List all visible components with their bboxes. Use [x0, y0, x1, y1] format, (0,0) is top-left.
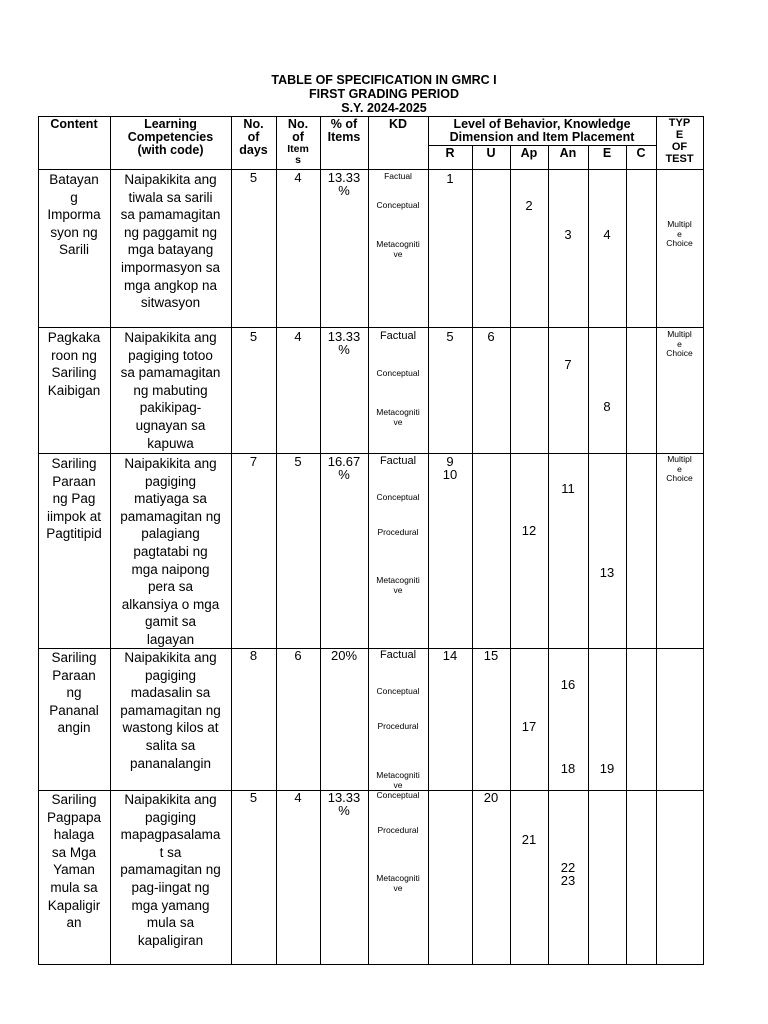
kd-factual: Factual: [379, 649, 417, 661]
header-competencies: Learning Competencies (with code): [127, 117, 214, 157]
kd-conceptual: Conceptual: [376, 200, 420, 210]
kd-procedural: Procedural: [377, 527, 419, 537]
item-placement-e: 4: [603, 227, 611, 242]
item-placement-ap: 21: [521, 832, 537, 847]
days-cell: 5: [249, 790, 258, 805]
days-cell: 5: [249, 170, 258, 185]
item-placement-an: 7: [564, 357, 572, 372]
item-placement-an: 18: [560, 761, 576, 776]
grid-line: [703, 116, 704, 965]
test-type-cell: Multipl e Choice: [666, 454, 693, 483]
kd-conceptual: Conceptual: [376, 686, 420, 696]
percent-cell: 20%: [330, 648, 358, 663]
competency-cell: Naipakikita ang pagiging matiyaga sa pamamagitan ng palagiang pagtatabi ng mga naipong pera sa alkansiya o mga gamit sa lagayan: [120, 456, 221, 647]
grid-line: [428, 116, 429, 965]
grid-line: [472, 145, 473, 965]
items-cell: 4: [294, 170, 302, 185]
item-placement-r: 1: [446, 171, 454, 186]
item-placement-e: 19: [599, 761, 615, 776]
item-placement-an: 22 23: [560, 860, 576, 888]
header-level-ap: Ap: [520, 146, 538, 160]
kd-factual: Factual: [379, 330, 417, 342]
item-placement-u: 15: [483, 648, 499, 663]
item-placement-ap: 2: [525, 198, 533, 213]
grid-line: [548, 145, 549, 965]
item-placement-u: 6: [487, 329, 495, 344]
kd-metacognitive: Metacogniti ve: [376, 575, 420, 595]
kd-metacognitive: Metacogniti ve: [376, 407, 420, 427]
percent-cell: 13.33 %: [327, 329, 361, 357]
grid-line: [626, 145, 627, 965]
item-placement-e: 13: [599, 565, 615, 580]
grid-line: [38, 453, 704, 454]
header-content: Content: [50, 117, 98, 131]
header-items-suffix: Item s: [287, 143, 309, 166]
items-cell: 6: [294, 648, 302, 663]
item-placement-ap: 12: [521, 523, 537, 538]
kd-factual: Factual: [384, 171, 412, 181]
grid-line: [276, 116, 277, 965]
items-cell: 4: [294, 790, 302, 805]
content-cell: Sariling Paraan ng Pananal angin: [49, 650, 99, 736]
header-kd: KD: [388, 117, 408, 131]
items-cell: 5: [294, 454, 302, 469]
kd-metacognitive: Metacogniti ve: [376, 239, 420, 259]
header-percent: % of Items: [327, 117, 361, 144]
item-placement-ap: 17: [521, 719, 537, 734]
grid-line: [38, 169, 704, 170]
item-placement-r: 5: [446, 329, 454, 344]
document-title: TABLE OF SPECIFICATION IN GMRC I: [271, 73, 497, 87]
competency-cell: Naipakikita ang tiwala sa sarili sa pamamagitan ng paggamit ng mga batayang impormasyon sa mga angkop na sitwasyon: [120, 172, 221, 311]
competency-cell: Naipakikita ang pagiging madasalin sa pamamagitan ng wastong kilos at salita sa pananalangin: [120, 650, 221, 771]
item-placement-e: 8: [603, 399, 611, 414]
item-placement-u: 20: [483, 790, 499, 805]
grid-line: [320, 116, 321, 965]
test-type-cell: Multipl e Choice: [666, 329, 693, 358]
item-placement-an: 16: [560, 677, 576, 692]
kd-conceptual: Conceptual: [376, 492, 420, 502]
content-cell: Batayan g Imporma syon ng Sarili: [47, 172, 101, 258]
kd-factual: Factual: [379, 455, 417, 467]
header-level-e: E: [602, 146, 612, 160]
header-items: No. of: [287, 117, 309, 144]
item-placement-an: 11: [561, 481, 575, 496]
kd-procedural: Procedural: [377, 721, 419, 731]
header-level-an: An: [559, 146, 577, 160]
grid-line: [38, 964, 704, 965]
content-cell: Pagkaka roon ng Sariling Kaibigan: [47, 330, 101, 398]
items-cell: 4: [294, 329, 302, 344]
content-cell: Sariling Pagpapa halaga sa Mga Yaman mula sa Kapaligir an: [46, 792, 102, 931]
kd-metacognitive: Metacogniti ve: [376, 873, 420, 893]
days-cell: 7: [249, 454, 258, 469]
days-cell: 8: [249, 648, 258, 663]
percent-cell: 13.33 %: [327, 170, 361, 198]
grading-period: FIRST GRADING PERIOD: [308, 87, 459, 101]
header-level-r: R: [445, 146, 455, 160]
header-level-of-behavior: Level of Behavior, Knowledge Dimension and Item Placement: [449, 117, 635, 144]
grid-line: [231, 116, 232, 965]
test-type-cell: Multipl e Choice: [666, 219, 693, 248]
header-level-c: C: [636, 146, 646, 160]
competency-cell: Naipakikita ang pagiging totoo sa pamamagitan ng mabuting pakikipag- ugnayan sa kapuwa: [120, 330, 221, 451]
competency-cell: Naipakikita ang pagiging mapagpasalama t sa pamamagitan ng pag-iingat ng mga yamang mula sa kapaligiran: [120, 792, 221, 948]
percent-cell: 16.67 %: [327, 454, 361, 482]
header-days: No. of days: [239, 117, 268, 157]
kd-conceptual: Conceptual: [376, 368, 420, 378]
header-type-of-test: TYP E OF TEST: [665, 117, 694, 165]
days-cell: 5: [249, 329, 258, 344]
percent-cell: 13.33 %: [327, 790, 361, 818]
item-placement-an: 3: [564, 227, 572, 242]
grid-line: [38, 327, 704, 328]
kd-metacognitive: Metacogniti ve: [376, 770, 420, 790]
grid-line: [428, 145, 656, 146]
item-placement-r: 9 10: [442, 454, 458, 482]
grid-line: [588, 145, 589, 965]
header-level-u: U: [486, 146, 496, 160]
item-placement-r: 14: [442, 648, 458, 663]
kd-procedural: Procedural: [377, 825, 419, 835]
school-year: S.Y. 2024-2025: [341, 101, 427, 115]
kd-conceptual: Conceptual: [376, 790, 420, 800]
content-cell: Sariling Paraan ng Pag iimpok at Pagtitipid: [46, 456, 102, 542]
